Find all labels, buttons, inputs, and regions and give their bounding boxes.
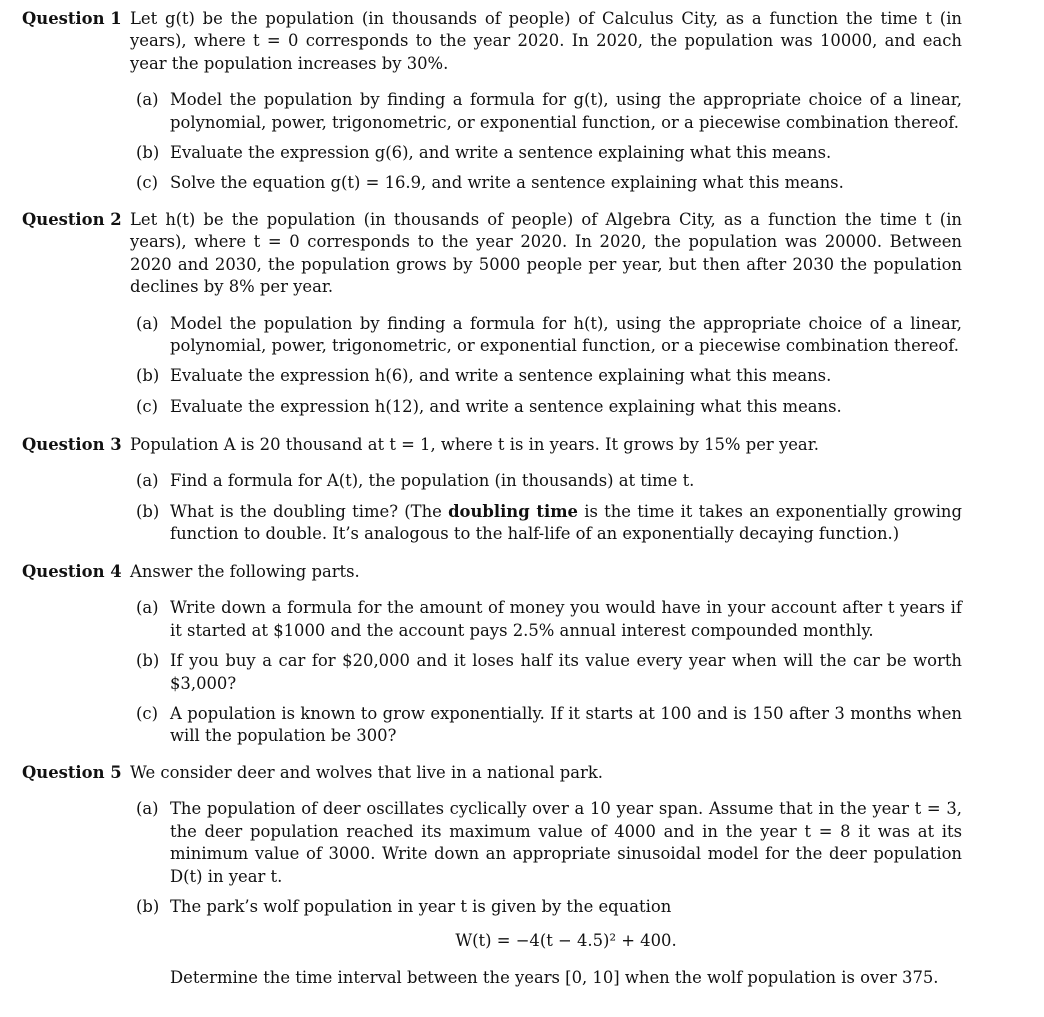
part-text: The park’s wolf population in year t is given by the equation	[170, 897, 672, 917]
part-b	[136, 142, 962, 164]
part-text: The population of deer oscillates cyclically over a 10 year span. Assume that in the year t = 3, the deer population reached its maximum value of 4000 and in the year t = 8 it was at its minimum value of 3000. Write down an appropriate sinusoidal model for the deer population D(t) in year t.	[170, 799, 962, 886]
part-c	[136, 172, 962, 194]
part-text: Evaluate the expression g(6), and write a sentence explaining what this means.	[170, 143, 832, 163]
part-text: Model the population by finding a formula for g(t), using the appropriate choice of a linear, polynomial, power, trigonometric, or exponential function, or a piecewise combination thereof.	[170, 90, 962, 132]
part-text: A population is known to grow exponentially. If it starts at 100 and is 150 after 3 months when will the population be 300?	[170, 704, 962, 746]
part-text-after: Determine the time interval between the years [0, 10] when the wolf population is over 375.	[170, 967, 939, 987]
part-label: (b)	[136, 651, 160, 671]
question-3	[22, 434, 962, 554]
part-b	[136, 501, 962, 546]
defined-term: doubling time	[448, 501, 578, 521]
part-a	[136, 313, 962, 358]
question-label: Question 1	[22, 9, 122, 28]
question-label: Question 5	[22, 763, 122, 782]
parts-list	[136, 313, 962, 419]
part-a	[136, 798, 962, 888]
part-label: (a)	[136, 313, 159, 333]
part-label: (a)	[136, 90, 159, 110]
part-text: Solve the equation g(t) = 16.9, and write a sentence explaining what this means.	[170, 173, 844, 193]
part-label: (c)	[136, 173, 158, 193]
part-text: Model the population by finding a formula for h(t), using the appropriate choice of a linear, polynomial, power, trigonometric, or exponential function, or a piecewise combination thereof.	[170, 313, 962, 356]
part-label: (b)	[136, 501, 160, 521]
question-label: Question 4	[22, 562, 122, 581]
question-text: Let g(t) be the population (in thousands of people) of Calculus City, as a function the time t (in years), where t = 0 corresponds to the year 2020. In 2020, the population was 10000, and each year the population increases by 30%.	[130, 9, 962, 73]
part-label: (c)	[136, 396, 158, 416]
question-2	[22, 209, 962, 426]
question-text: We consider deer and wolves that live in a national park.	[130, 763, 604, 782]
part-b	[136, 650, 962, 695]
part-label: (a)	[136, 598, 159, 618]
part-a	[136, 597, 962, 642]
part-a	[136, 89, 962, 134]
parts-list	[136, 798, 962, 989]
part-text-before: What is the doubling time? (The	[170, 501, 449, 521]
part-label: (a)	[136, 799, 159, 819]
part-c	[136, 703, 962, 748]
part-text: Find a formula for A(t), the population (in thousands) at time t.	[170, 471, 695, 491]
question-1	[22, 8, 962, 203]
question-text: Population A is 20 thousand at t = 1, where t is in years. It grows by 15% per year.	[130, 435, 819, 454]
question-text: Let h(t) be the population (in thousands of people) of Algebra City, as a function the time t (in years), where t = 0 corresponds to the year 2020. In 2020, the population was 20000. Between 2020 and 2030, the population grows by 5000 people per year, but then after 2030 the population declines by 8% per year.	[130, 210, 962, 297]
part-label: (a)	[136, 471, 159, 491]
question-text: Answer the following parts.	[130, 562, 360, 581]
part-b	[136, 896, 962, 989]
part-b	[136, 365, 962, 387]
question-label: Question 3	[22, 435, 122, 454]
part-label: (c)	[136, 704, 158, 724]
parts-list	[136, 597, 962, 747]
part-label: (b)	[136, 897, 160, 917]
parts-list	[136, 470, 962, 545]
question-5	[22, 762, 962, 997]
part-text: Evaluate the expression h(6), and write a sentence explaining what this means.	[170, 366, 832, 386]
part-text: Write down a formula for the amount of money you would have in your account after t years if it started at $1000 and the account pays 2.5% annual interest compounded monthly.	[170, 598, 962, 640]
part-c	[136, 396, 962, 418]
question-4	[22, 561, 962, 756]
part-text-after: is the time it takes an exponentially growing function to double. It’s analogous to the half-life of an exponentially decaying function.)	[170, 501, 962, 544]
part-a	[136, 470, 962, 492]
part-text: Evaluate the expression h(12), and write a sentence explaining what this means.	[170, 396, 842, 416]
part-text: If you buy a car for $20,000 and it loses half its value every year when will the car be worth $3,000?	[170, 651, 962, 693]
equation: W(t) = −4(t − 4.5)² + 400.	[455, 931, 677, 951]
part-label: (b)	[136, 366, 160, 386]
part-label: (b)	[136, 143, 160, 163]
question-label: Question 2	[22, 210, 122, 229]
parts-list	[136, 89, 962, 195]
